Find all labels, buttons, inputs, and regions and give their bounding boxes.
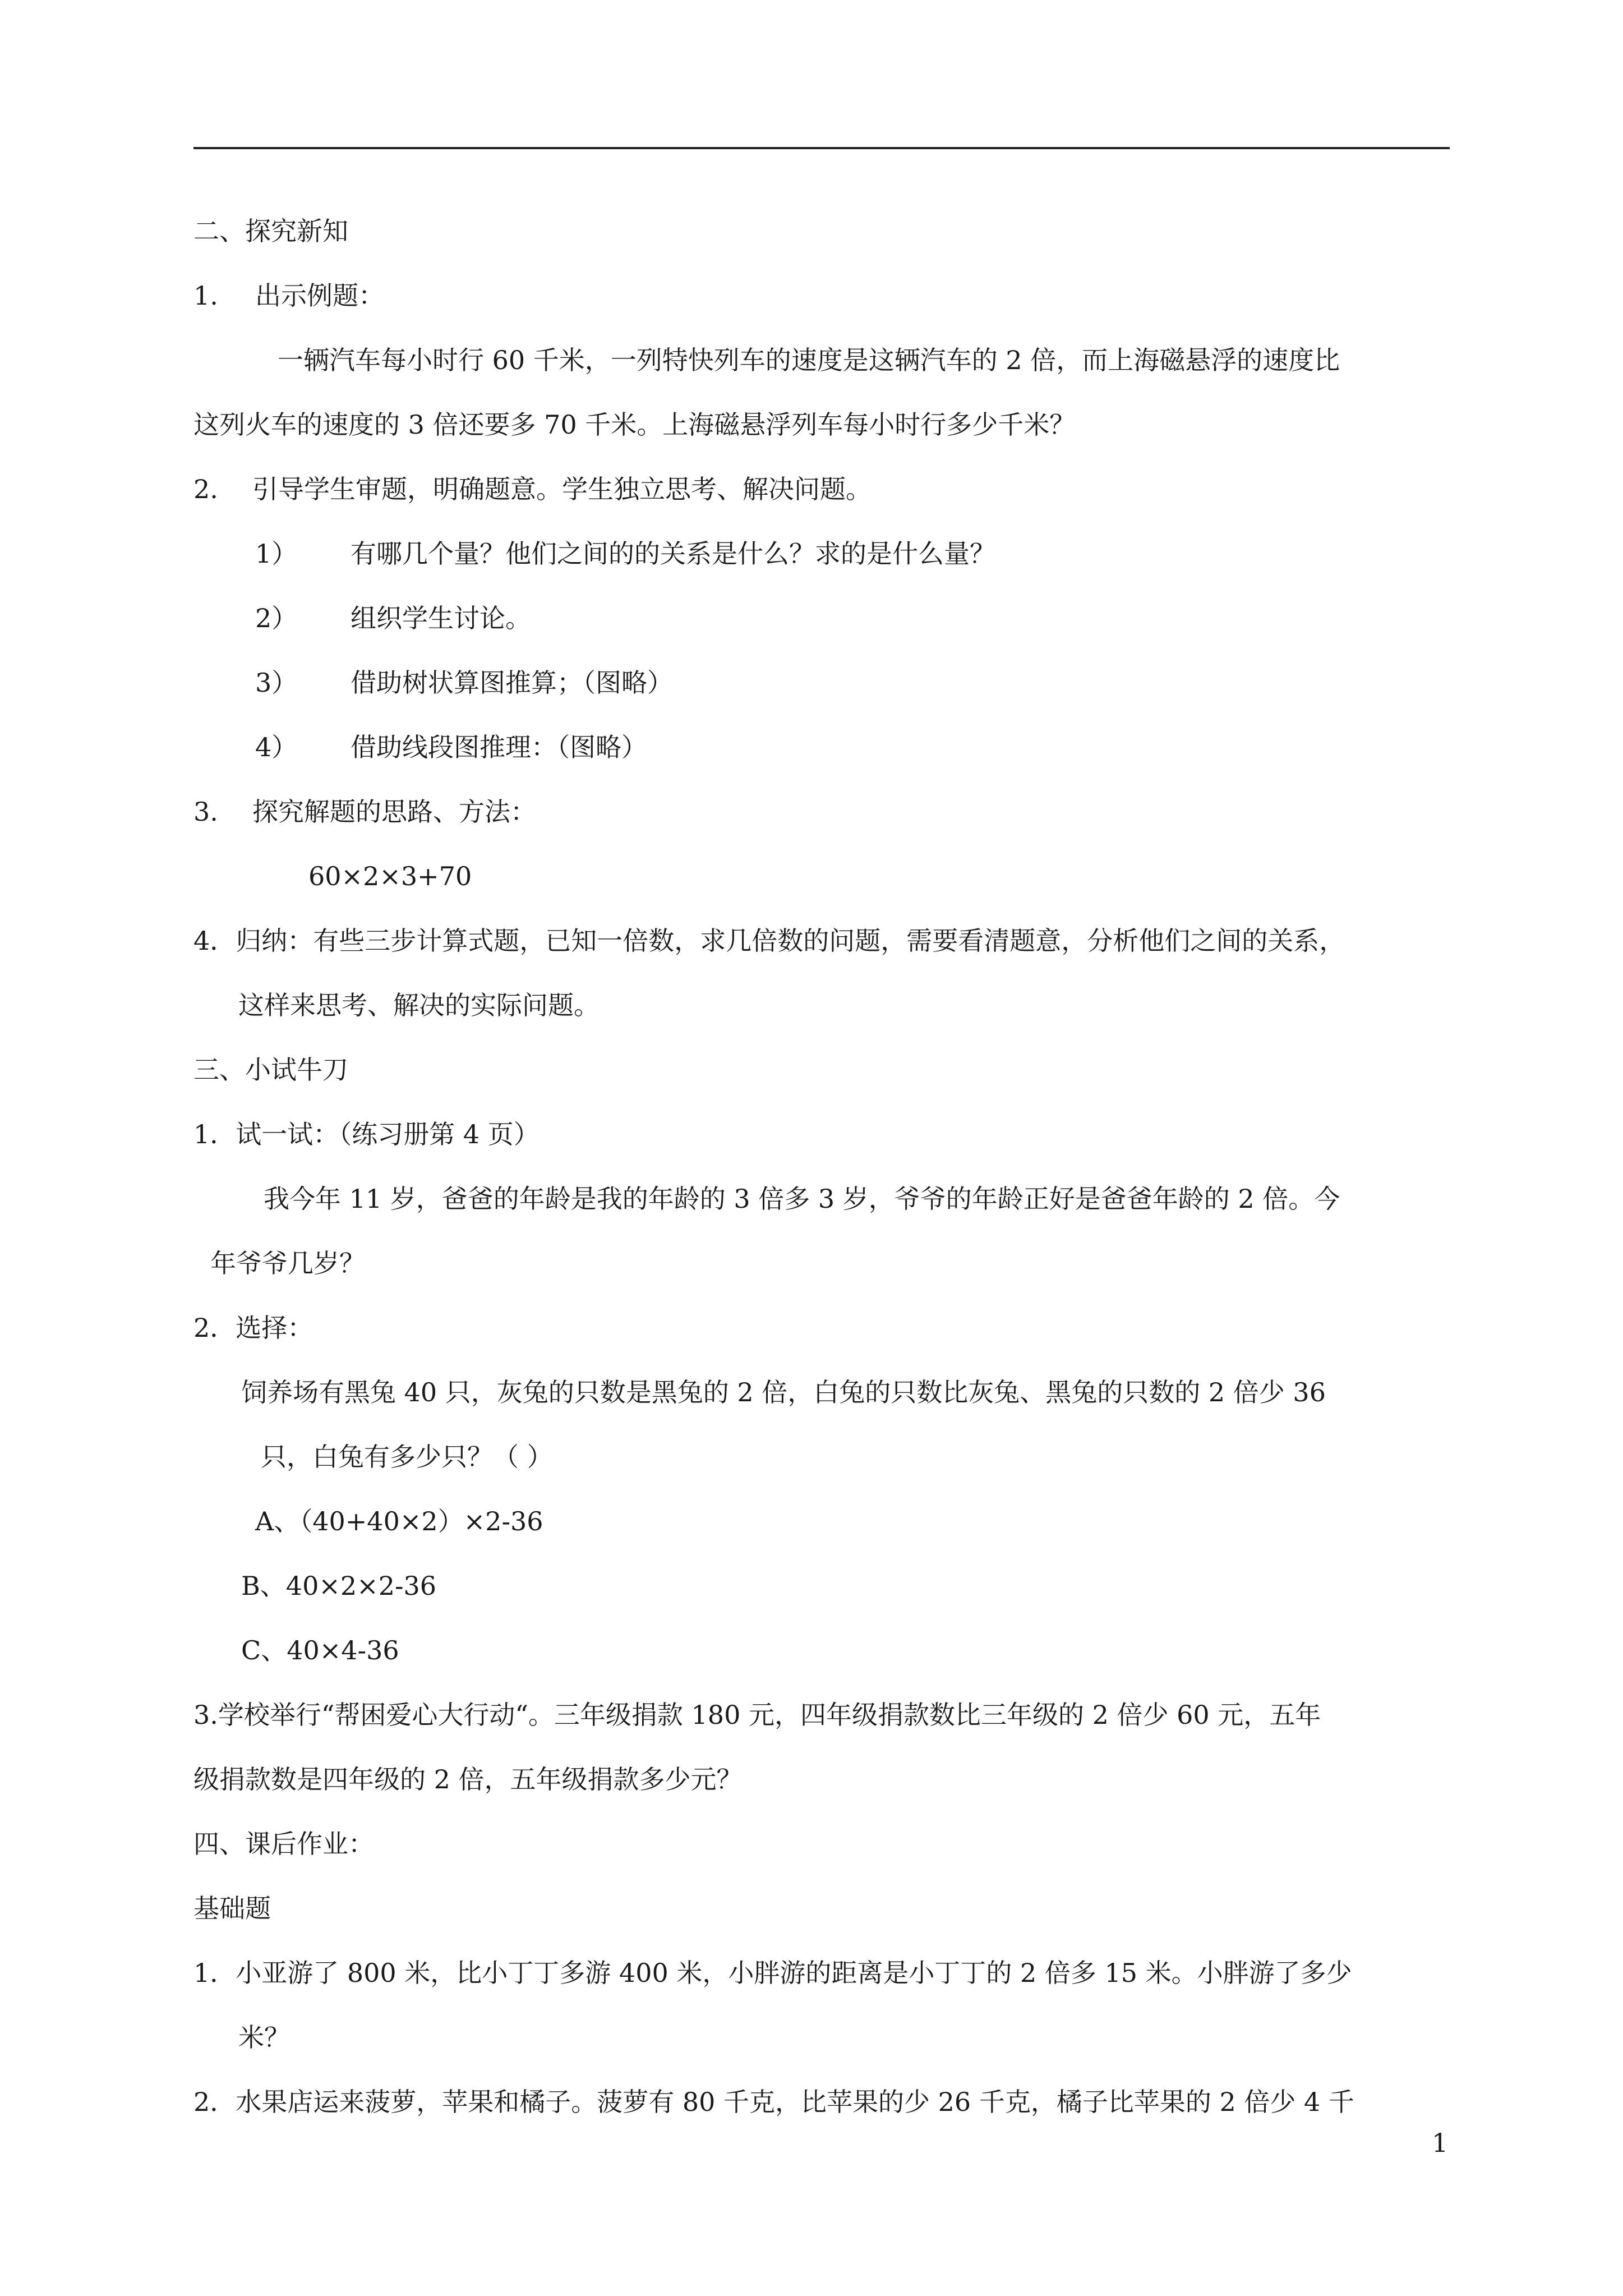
- formula: 60×2×3+70: [308, 861, 472, 891]
- paragraph-line: 1．小亚游了 800 米，比小丁丁多游 400 米，小胖游的距离是小丁丁的 2 倍多 15 米。小胖游了多少: [193, 1958, 1352, 1988]
- paragraph-line: 级捐款数是四年级的 2 倍，五年级捐款多少元？: [193, 1764, 743, 1795]
- paragraph-line: 3.学校举行“帮困爱心大行动“。三年级捐款 180 元，四年级捐款数比三年级的 2 倍少 60 元，五年: [193, 1700, 1321, 1730]
- list-item-text: 借助线段图推理：（图略）: [351, 732, 647, 762]
- paragraph-line: 2．选择：: [193, 1313, 313, 1343]
- list-marker: 2.: [193, 474, 218, 504]
- section-heading: 二、探究新知: [193, 216, 348, 246]
- paragraph-line: 只，白兔有多少只？（ ）: [261, 1442, 553, 1472]
- paragraph-line: 年爷爷几岁？: [210, 1248, 365, 1278]
- list-item-text: 引导学生审题，明确题意。学生独立思考、解决问题。: [252, 474, 872, 504]
- list-item-text: 出示例题：: [255, 280, 384, 311]
- list-marker: 1）: [255, 539, 298, 569]
- sub-list-item: [255, 730, 647, 764]
- choice-option: A、（40+40×2）×2-36: [255, 1506, 543, 1536]
- list-item-text: 有哪几个量？他们之间的的关系是什么？求的是什么量？: [351, 539, 995, 569]
- list-marker: 4）: [255, 732, 298, 762]
- list-marker: 3.: [193, 797, 218, 827]
- paragraph-line: 一辆汽车每小时行 60 千米，一列特快列车的速度是这辆汽车的 2 倍，而上海磁悬浮的速度比: [278, 345, 1340, 375]
- list-marker: 1.: [193, 280, 218, 311]
- header-rule: [193, 147, 1450, 149]
- list-item-text: 借助树状算图推算；（图略）: [351, 668, 673, 698]
- section-heading: 四、课后作业：: [193, 1829, 374, 1859]
- paragraph-line: 我今年 11 岁，爸爸的年龄是我的年龄的 3 倍多 3 岁，爷爷的年龄正好是爸爸年龄的 2 倍。今: [264, 1184, 1340, 1214]
- list-item: [193, 279, 384, 312]
- paragraph-line: 米？: [238, 2022, 290, 2053]
- list-item-text: 探究解题的思路、方法：: [252, 797, 536, 827]
- paragraph-line: 4．归纳：有些三步计算式题，已知一倍数，求几倍数的问题，需要看清题意，分析他们之间的关系，: [193, 926, 1345, 956]
- subsection-heading: 基础题: [193, 1893, 271, 1924]
- list-item: [193, 795, 536, 829]
- paragraph-line: 饲养场有黑兔 40 只，灰兔的只数是黑兔的 2 倍，白兔的只数比灰兔、黑兔的只数的 2 倍少 36: [241, 1377, 1326, 1407]
- list-item: [193, 472, 872, 506]
- choice-option: C、40×4-36: [241, 1635, 399, 1665]
- sub-list-item: [255, 666, 673, 700]
- choice-option: B、40×2×2-36: [241, 1571, 437, 1601]
- page-number: 1: [1432, 2128, 1449, 2158]
- list-marker: 2）: [255, 603, 298, 633]
- sub-list-item: [255, 537, 995, 570]
- paragraph-line: 这列火车的速度的 3 倍还要多 70 千米。上海磁悬浮列车每小时行多少千米？: [193, 409, 1076, 440]
- list-marker: 3）: [255, 668, 298, 698]
- paragraph-line: 1．试一试：（练习册第 4 页）: [193, 1119, 540, 1149]
- paragraph-line: 这样来思考、解决的实际问题。: [238, 990, 600, 1020]
- paragraph-line: 2．水果店运来菠萝，苹果和橘子。菠萝有 80 千克，比苹果的少 26 千克，橘子比苹果的 2 倍少 4 千: [193, 2087, 1354, 2117]
- sub-list-item: [255, 601, 531, 635]
- section-heading: 三、小试牛刀: [193, 1055, 348, 1085]
- list-item-text: 组织学生讨论。: [351, 603, 531, 633]
